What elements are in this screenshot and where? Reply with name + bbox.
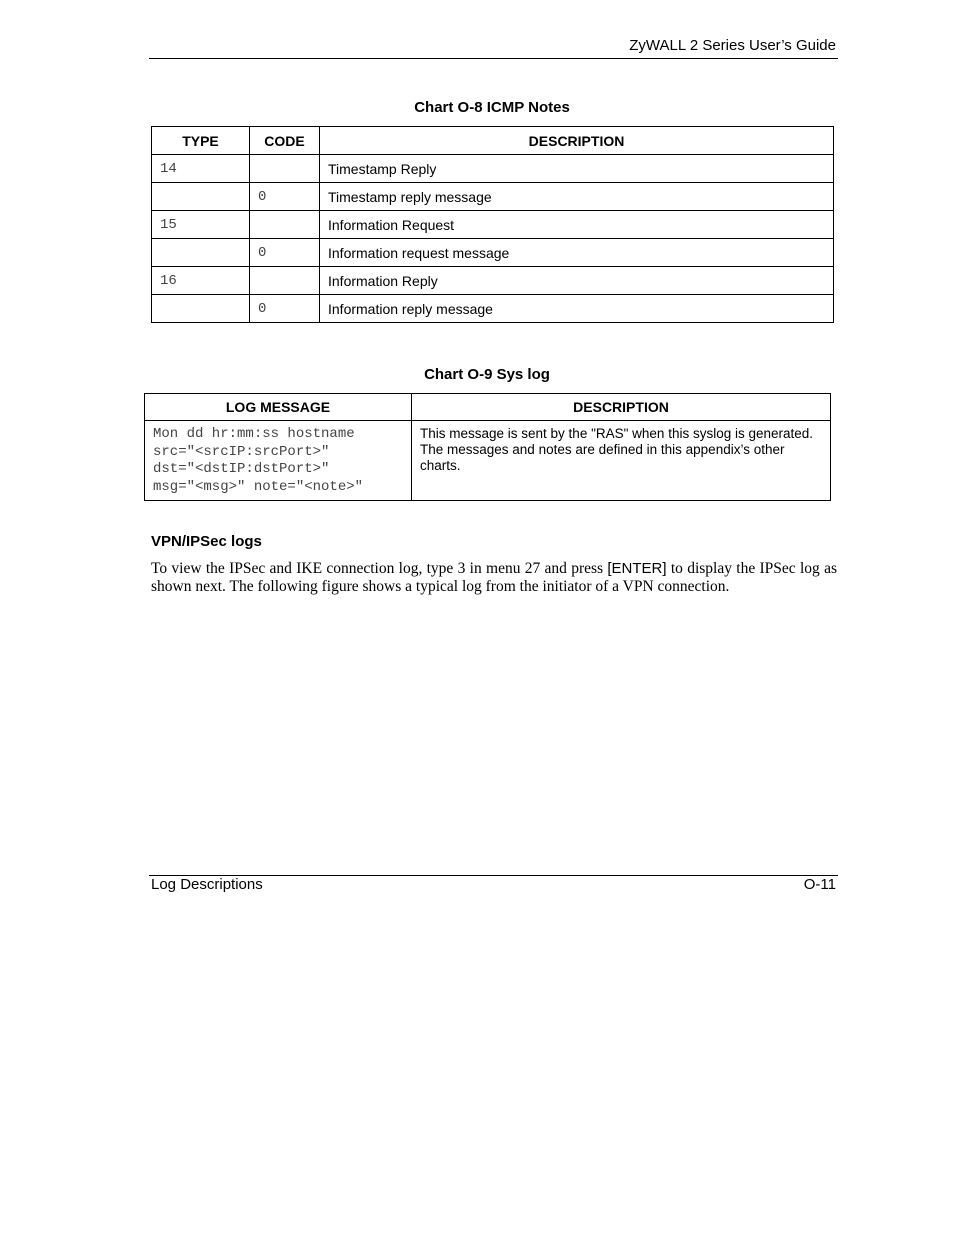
- column-header-description: DESCRIPTION: [320, 127, 834, 155]
- enter-key-label: [ENTER]: [607, 560, 667, 577]
- column-header-description: DESCRIPTION: [412, 394, 831, 421]
- column-header-log-message: LOG MESSAGE: [145, 394, 412, 421]
- page-header: [149, 37, 838, 59]
- cell-type: 16: [152, 267, 250, 295]
- icmp-chart-caption: Chart O-8 ICMP Notes: [414, 99, 570, 116]
- page-number: O-11: [803, 876, 836, 893]
- syslog-table: [144, 393, 831, 501]
- cell-description: Timestamp Reply: [320, 155, 834, 183]
- cell-code: 0: [250, 295, 320, 323]
- page-footer: [149, 875, 838, 896]
- cell-type: 15: [152, 211, 250, 239]
- table-row: [152, 211, 834, 239]
- cell-description: Information reply message: [320, 295, 834, 323]
- table-header-row: [145, 394, 831, 421]
- cell-description: Information request message: [320, 239, 834, 267]
- table-row: [152, 183, 834, 211]
- icmp-notes-table: [151, 126, 834, 323]
- cell-description: This message is sent by the "RAS" when this syslog is generated. The messages and notes are defined in this appendix’s other charts.: [412, 421, 831, 501]
- body-paragraph: [151, 560, 837, 596]
- paragraph-text-start: To view the IPSec and IKE connection log, type 3 in menu 27 and press: [151, 560, 608, 577]
- column-header-code: CODE: [250, 127, 320, 155]
- table-row: [145, 421, 831, 501]
- cell-code: [250, 267, 320, 295]
- table-row: [152, 155, 834, 183]
- cell-log-message: Mon dd hr:mm:ss hostname src="<srcIP:srcPort>" dst="<dstIP:dstPort>" msg="<msg>" note="<note>": [145, 421, 412, 501]
- cell-description: Information Request: [320, 211, 834, 239]
- cell-type: [152, 239, 250, 267]
- table-row: [152, 239, 834, 267]
- table-row: [152, 295, 834, 323]
- cell-code: 0: [250, 183, 320, 211]
- table-row: [152, 267, 834, 295]
- section-heading: VPN/IPSec logs: [151, 533, 262, 550]
- cell-type: [152, 183, 250, 211]
- table-header-row: [152, 127, 834, 155]
- footer-section-name: Log Descriptions: [151, 876, 263, 893]
- cell-description: Information Reply: [320, 267, 834, 295]
- cell-description: Timestamp reply message: [320, 183, 834, 211]
- cell-code: [250, 211, 320, 239]
- paragraph-text-end: to display the IPSec log as shown next. The following figure shows a typical log from the initiator of a VPN connection.: [151, 560, 837, 595]
- syslog-chart-caption: Chart O-9 Sys log: [424, 366, 550, 383]
- cell-code: [250, 155, 320, 183]
- column-header-type: TYPE: [152, 127, 250, 155]
- cell-type: [152, 295, 250, 323]
- guide-title: ZyWALL 2 Series User’s Guide: [629, 37, 836, 54]
- cell-type: 14: [152, 155, 250, 183]
- cell-code: 0: [250, 239, 320, 267]
